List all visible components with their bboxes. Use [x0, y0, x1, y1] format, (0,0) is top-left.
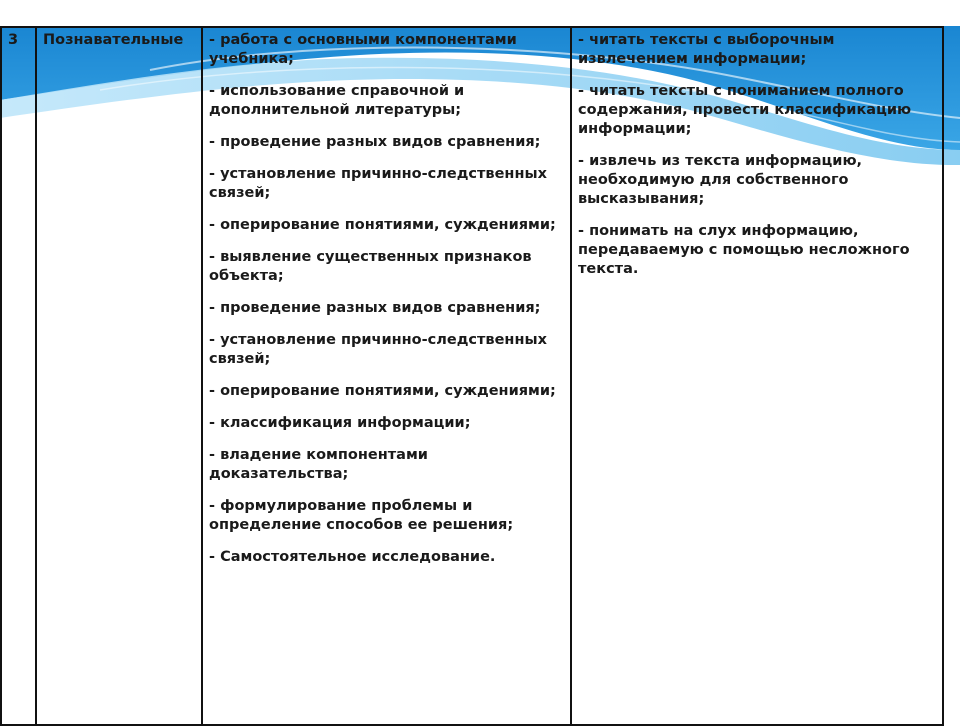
list-item: - извлечь из текста информацию, необходимую для собственного высказывания; [578, 153, 863, 207]
table-row [1, 27, 943, 725]
list-item: - владение компонентами доказательства; [209, 447, 428, 482]
list-item: - Самостоятельное исследование. [209, 549, 496, 565]
list-item: - проведение разных видов сравнения; [209, 134, 541, 150]
list-item: - установление причинно-следственных связей; [209, 332, 547, 367]
list-item: - установление причинно-следственных связей; [209, 166, 547, 201]
list-item: - оперирование понятиями, суждениями; [209, 383, 556, 399]
list-item: - работа с основными компонентами учебника; [209, 32, 517, 67]
list-item: - использование справочной и дополнительной литературы; [209, 83, 465, 118]
list-item: - оперирование понятиями, суждениями; [209, 217, 556, 233]
list-item: - выявление существенных признаков объекта; [209, 249, 532, 284]
row-number-cell [1, 27, 36, 725]
category-label: Познавательные [43, 32, 184, 48]
activities-cell [571, 27, 943, 725]
list-item: - понимать на слух информацию, передаваемую с помощью несложного текста. [578, 223, 910, 277]
competency-table [0, 26, 944, 726]
list-item: - проведение разных видов сравнения; [209, 300, 541, 316]
list-item: - классификация информации; [209, 415, 471, 431]
category-cell [36, 27, 202, 725]
list-item: - формулирование проблемы и определение способов ее решения; [209, 498, 514, 533]
row-number: 3 [8, 32, 19, 48]
list-item: - читать тексты с выборочным извлечением информации; [578, 32, 835, 67]
list-item: - читать тексты с пониманием полного содержания, провести классификацию информации; [578, 83, 912, 137]
skills-cell [202, 27, 571, 725]
